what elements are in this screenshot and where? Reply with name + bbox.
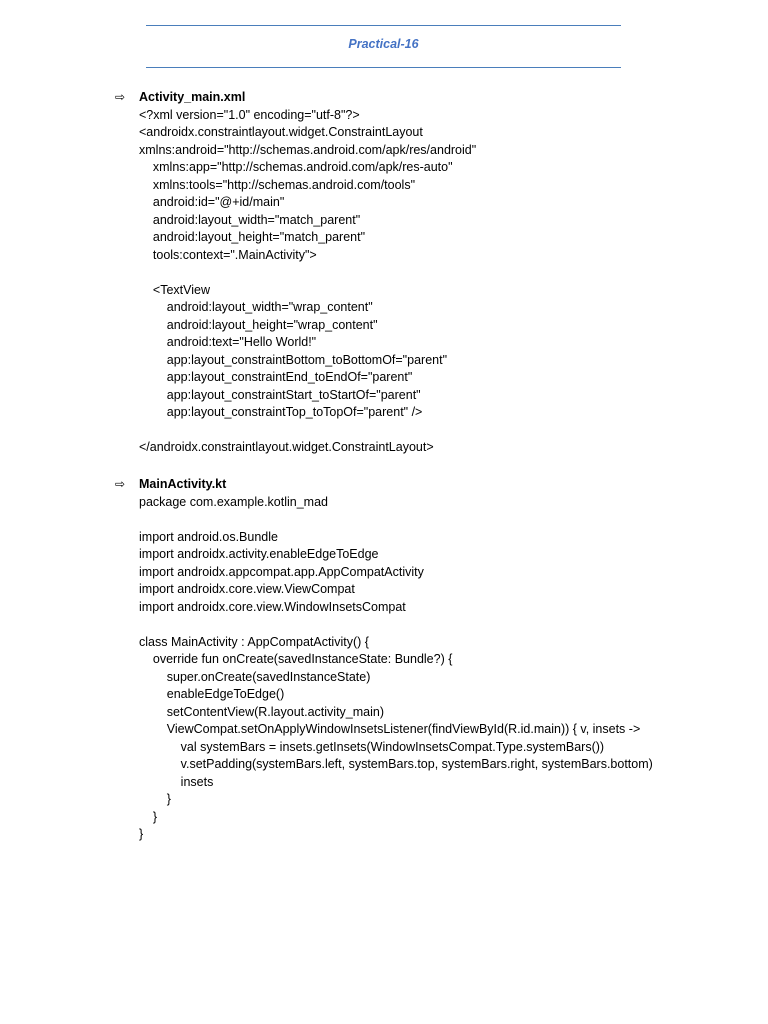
code-line: </androidx.constraintlayout.widget.ConstraintLayout> — [139, 440, 434, 454]
header-rule-bottom — [146, 67, 621, 68]
code-line — [139, 422, 735, 440]
header-rule-top — [146, 25, 621, 26]
code-line: android:layout_width="wrap_content" — [139, 300, 373, 314]
code-line: <androidx.constraintlayout.widget.ConstraintLayout — [139, 125, 423, 139]
code-line: package com.example.kotlin_mad — [139, 494, 328, 509]
code-line: ViewCompat.setOnApplyWindowInsetsListener(findViewById(R.id.main)) { v, insets -> — [139, 722, 641, 736]
code-block — [139, 494, 735, 844]
code-line: android:id="@+id/main" — [139, 195, 285, 209]
section-heading: MainActivity.kt — [139, 477, 227, 491]
code-line: class MainActivity : AppCompatActivity() { — [139, 634, 369, 649]
code-line — [139, 264, 735, 282]
code-line: v.setPadding(systemBars.left, systemBars.top, systemBars.right, systemBars.bottom) — [139, 757, 653, 771]
code-line: super.onCreate(savedInstanceState) — [139, 669, 371, 684]
code-line: android:layout_height="wrap_content" — [139, 317, 378, 332]
code-line: app:layout_constraintBottom_toBottomOf="parent" — [139, 352, 448, 367]
code-line: import androidx.core.view.ViewCompat — [139, 582, 355, 596]
code-line: insets — [139, 774, 214, 789]
code-line: xmlns:android="http://schemas.android.com/apk/res/android" — [139, 142, 477, 157]
arrow-bullet-icon: ⇨ — [115, 90, 126, 104]
code-block — [139, 107, 735, 457]
code-line: import androidx.activity.enableEdgeToEdge — [139, 547, 379, 561]
section-activity-main-xml — [115, 89, 735, 457]
section-mainactivity-kt — [115, 476, 735, 844]
code-line: android:layout_width="match_parent" — [139, 212, 361, 227]
page-title: Practical-16 — [348, 37, 419, 51]
code-line: import android.os.Bundle — [139, 529, 278, 544]
code-line: enableEdgeToEdge() — [139, 687, 285, 701]
code-line: } — [139, 827, 144, 841]
section-heading: Activity_main.xml — [139, 90, 246, 104]
arrow-bullet-icon: ⇨ — [115, 477, 126, 491]
code-line: xmlns:app="http://schemas.android.com/apk/res-auto" — [139, 160, 453, 174]
code-line: <TextView — [139, 282, 210, 297]
code-line: override fun onCreate(savedInstanceState: Bundle?) { — [139, 652, 453, 666]
section-heading-row — [115, 476, 735, 494]
code-line — [139, 616, 735, 634]
code-line: setContentView(R.layout.activity_main) — [139, 704, 385, 719]
code-line: <?xml version="1.0" encoding="utf-8"?> — [139, 107, 360, 122]
code-line: xmlns:tools="http://schemas.android.com/tools" — [139, 177, 416, 192]
code-line: app:layout_constraintEnd_toEndOf="parent" — [139, 370, 413, 384]
code-line — [139, 511, 735, 529]
code-line: } — [139, 792, 171, 806]
code-line: import androidx.core.view.WindowInsetsCompat — [139, 599, 406, 614]
code-line: val systemBars = insets.getInsets(WindowInsetsCompat.Type.systemBars()) — [139, 739, 605, 754]
code-line: android:layout_height="match_parent" — [139, 230, 366, 244]
code-line: import androidx.appcompat.app.AppCompatActivity — [139, 564, 424, 579]
section-heading-row — [115, 89, 735, 107]
code-line: tools:context=".MainActivity"> — [139, 247, 317, 262]
code-line: android:text="Hello World!" — [139, 335, 317, 349]
code-line: app:layout_constraintStart_toStartOf="parent" — [139, 387, 421, 402]
code-line: } — [139, 809, 158, 824]
code-line: app:layout_constraintTop_toTopOf="parent" /> — [139, 405, 423, 419]
